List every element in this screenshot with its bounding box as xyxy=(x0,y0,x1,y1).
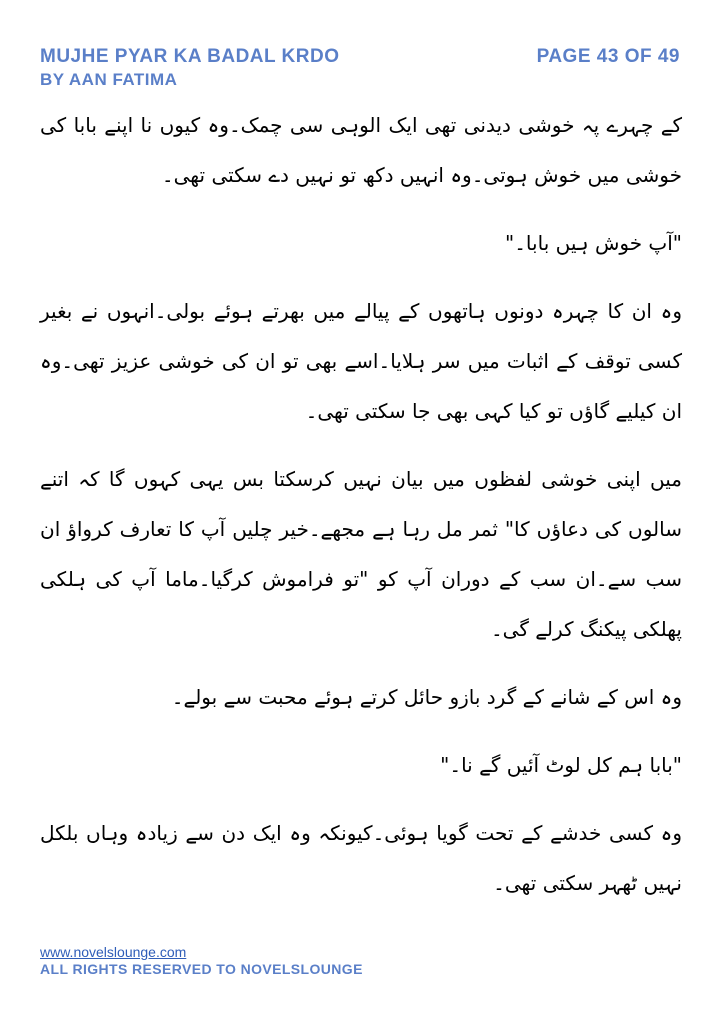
copyright-notice: ALL RIGHTS RESERVED TO NOVELSLOUNGE xyxy=(40,961,363,977)
paragraph: وہ اس کے شانے کے گرد بازو حائل کرتے ہوئے محبت سے بولے۔ xyxy=(171,685,682,709)
paragraph: "بابا ہم کل لوٹ آئیں گے نا۔" xyxy=(440,753,682,777)
paragraph: کے چہرے پہ خوشی دیدنی تھی ایک الوہی سی چمک۔وہ کیوں نا اپنے بابا کی خوشی میں خوش ہوتی۔وہ انہیں دکھ تو نہیں دے سکتی تھی۔ xyxy=(40,113,682,187)
author-byline: BY AAN FATIMA xyxy=(40,70,178,89)
paragraph: وہ کسی خدشے کے تحت گویا ہوئی۔کیونکہ وہ ایک دن سے زیادہ وہاں بلکل نہیں ٹھہر سکتی تھی۔ xyxy=(40,821,682,895)
paragraph: میں اپنی خوشی لفظوں میں بیان نہیں کرسکتا بس یہی کہوں گا کہ اتنے سالوں کی دعاؤں کا" ثمر مل رہا ہے مجھے۔خیر چلیں آپ کا تعارف کرواؤ ان سب سے۔ان سب کے دوران آپ کو "تو فراموش کرگیا۔ماما آپ کی ہلکی پھلکی پیکنگ کرلے گی۔ xyxy=(40,467,682,641)
paragraph: وہ ان کا چہرہ دونوں ہاتھوں کے پیالے میں بھرتے ہوئے بولی۔انہوں نے بغیر کسی توقف کے اثبات میں سر ہلایا۔اسے بھی تو ان کی خوشی عزیز تھی۔وہ ان کیلیے گاؤں تو کیا کہی بھی جا سکتی تھی۔ xyxy=(40,299,682,423)
paragraph: "آپ خوش ہیں بابا۔" xyxy=(505,231,682,255)
page-indicator: PAGE 43 OF 49 xyxy=(536,46,680,67)
novel-title: MUJHE PYAR KA BADAL KRDO xyxy=(40,46,340,67)
story-text xyxy=(40,100,682,926)
website-link[interactable]: www.novelslounge.com xyxy=(40,944,187,960)
